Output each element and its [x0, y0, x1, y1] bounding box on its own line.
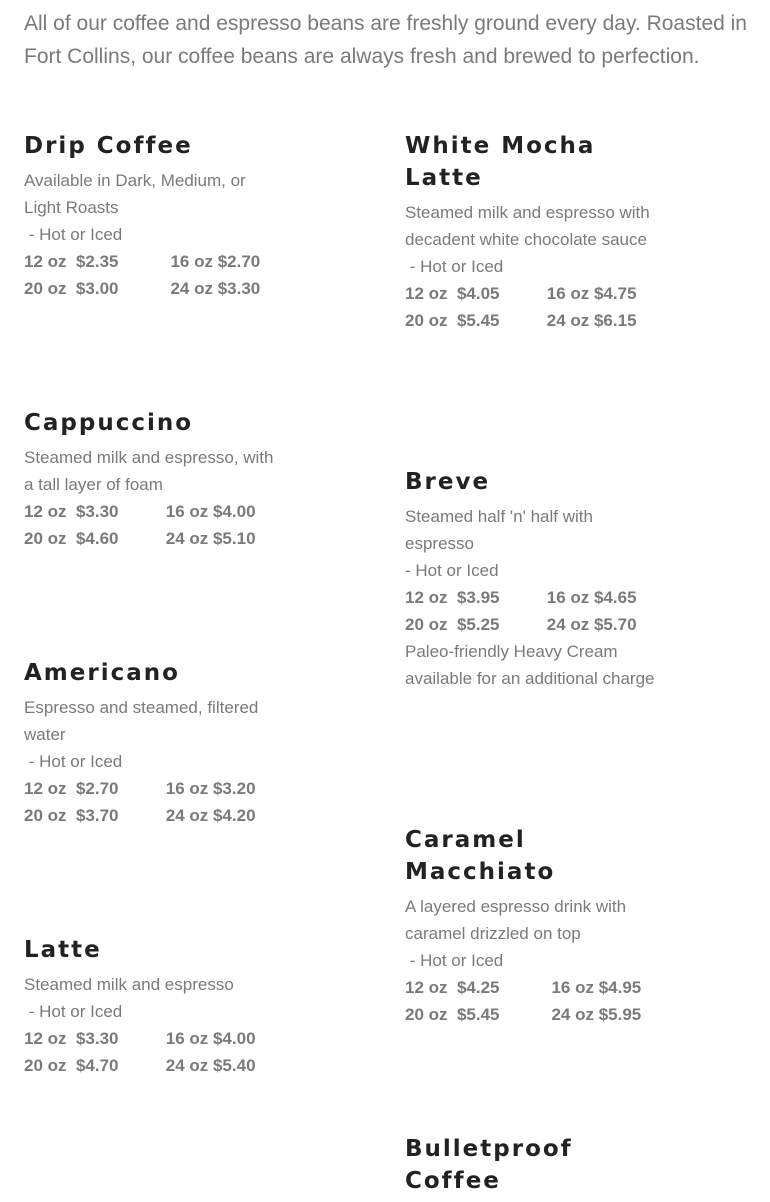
hot-or-iced-label: - Hot or Iced: [24, 225, 123, 244]
item-title: Americano: [24, 660, 180, 686]
item-title: Bulletproof Coffee: [405, 1136, 573, 1194]
item-title: White Mocha Latte: [405, 133, 596, 191]
hot-or-iced-label: - Hot or Iced: [405, 257, 504, 276]
item-title: Latte: [24, 937, 102, 963]
item-description: Available in Dark, Medium, or Light Roasts: [24, 171, 246, 217]
price-line: 12 oz $4.25 16 oz $4.95: [405, 978, 642, 997]
price-line: 12 oz $3.30 16 oz $4.00: [24, 1029, 256, 1048]
price-line: 12 oz $2.35 16 oz $2.70: [24, 252, 261, 271]
price-line: 20 oz $5.25 24 oz $5.70: [405, 615, 637, 634]
hot-or-iced-label: - Hot or Iced: [24, 752, 123, 771]
menu-item-breve: [405, 466, 655, 692]
intro-paragraph: All of our coffee and espresso beans are freshly ground every day. Roasted in Fort Collins, our coffee beans are always fresh and brewed to perfection.: [24, 12, 747, 68]
price-line: 20 oz $4.60 24 oz $5.10: [24, 529, 256, 548]
item-title: Cappuccino: [24, 410, 194, 436]
hot-or-iced-label: - Hot or Iced: [405, 951, 504, 970]
menu-item-latte: [24, 934, 274, 1079]
hot-or-iced-label: - Hot or Iced: [405, 561, 499, 580]
menu-item-drip-coffee: [24, 130, 274, 302]
item-title: Drip Coffee: [24, 133, 193, 159]
menu-item-caramel-macchiato: [405, 824, 655, 1028]
item-description: A layered espresso drink with caramel drizzled on top: [405, 897, 627, 943]
price-line: 20 oz $4.70 24 oz $5.40: [24, 1056, 256, 1075]
price-line: 12 oz $3.95 16 oz $4.65: [405, 588, 637, 607]
price-line: 12 oz $4.05 16 oz $4.75: [405, 284, 637, 303]
price-line: 20 oz $3.70 24 oz $4.20: [24, 806, 256, 825]
menu-item-cappuccino: [24, 407, 274, 552]
item-description: Steamed half 'n' half with espresso: [405, 507, 593, 553]
menu-item-americano: [24, 657, 274, 829]
item-description: Espresso and steamed, filtered water: [24, 698, 259, 744]
price-line: 20 oz $5.45 24 oz $5.95: [405, 1005, 642, 1024]
menu-item-bulletproof-coffee: [405, 1133, 655, 1202]
hot-or-iced-label: - Hot or Iced: [24, 1002, 123, 1021]
price-line: 20 oz $3.00 24 oz $3.30: [24, 279, 261, 298]
heavy-cream-note: Paleo-friendly Heavy Cream available for an additional charge: [405, 642, 655, 688]
item-description: Steamed milk and espresso with decadent white chocolate sauce: [405, 203, 650, 249]
menu-item-white-mocha-latte: [405, 130, 655, 334]
item-title: Caramel Macchiato: [405, 827, 556, 885]
price-line: 20 oz $5.45 24 oz $6.15: [405, 311, 637, 330]
item-description: Steamed milk and espresso, with a tall layer of foam: [24, 448, 274, 494]
price-line: 12 oz $3.30 16 oz $4.00: [24, 502, 256, 521]
item-description: Steamed milk and espresso: [24, 975, 234, 994]
price-line: 12 oz $2.70 16 oz $3.20: [24, 779, 256, 798]
item-title: Breve: [405, 469, 491, 495]
